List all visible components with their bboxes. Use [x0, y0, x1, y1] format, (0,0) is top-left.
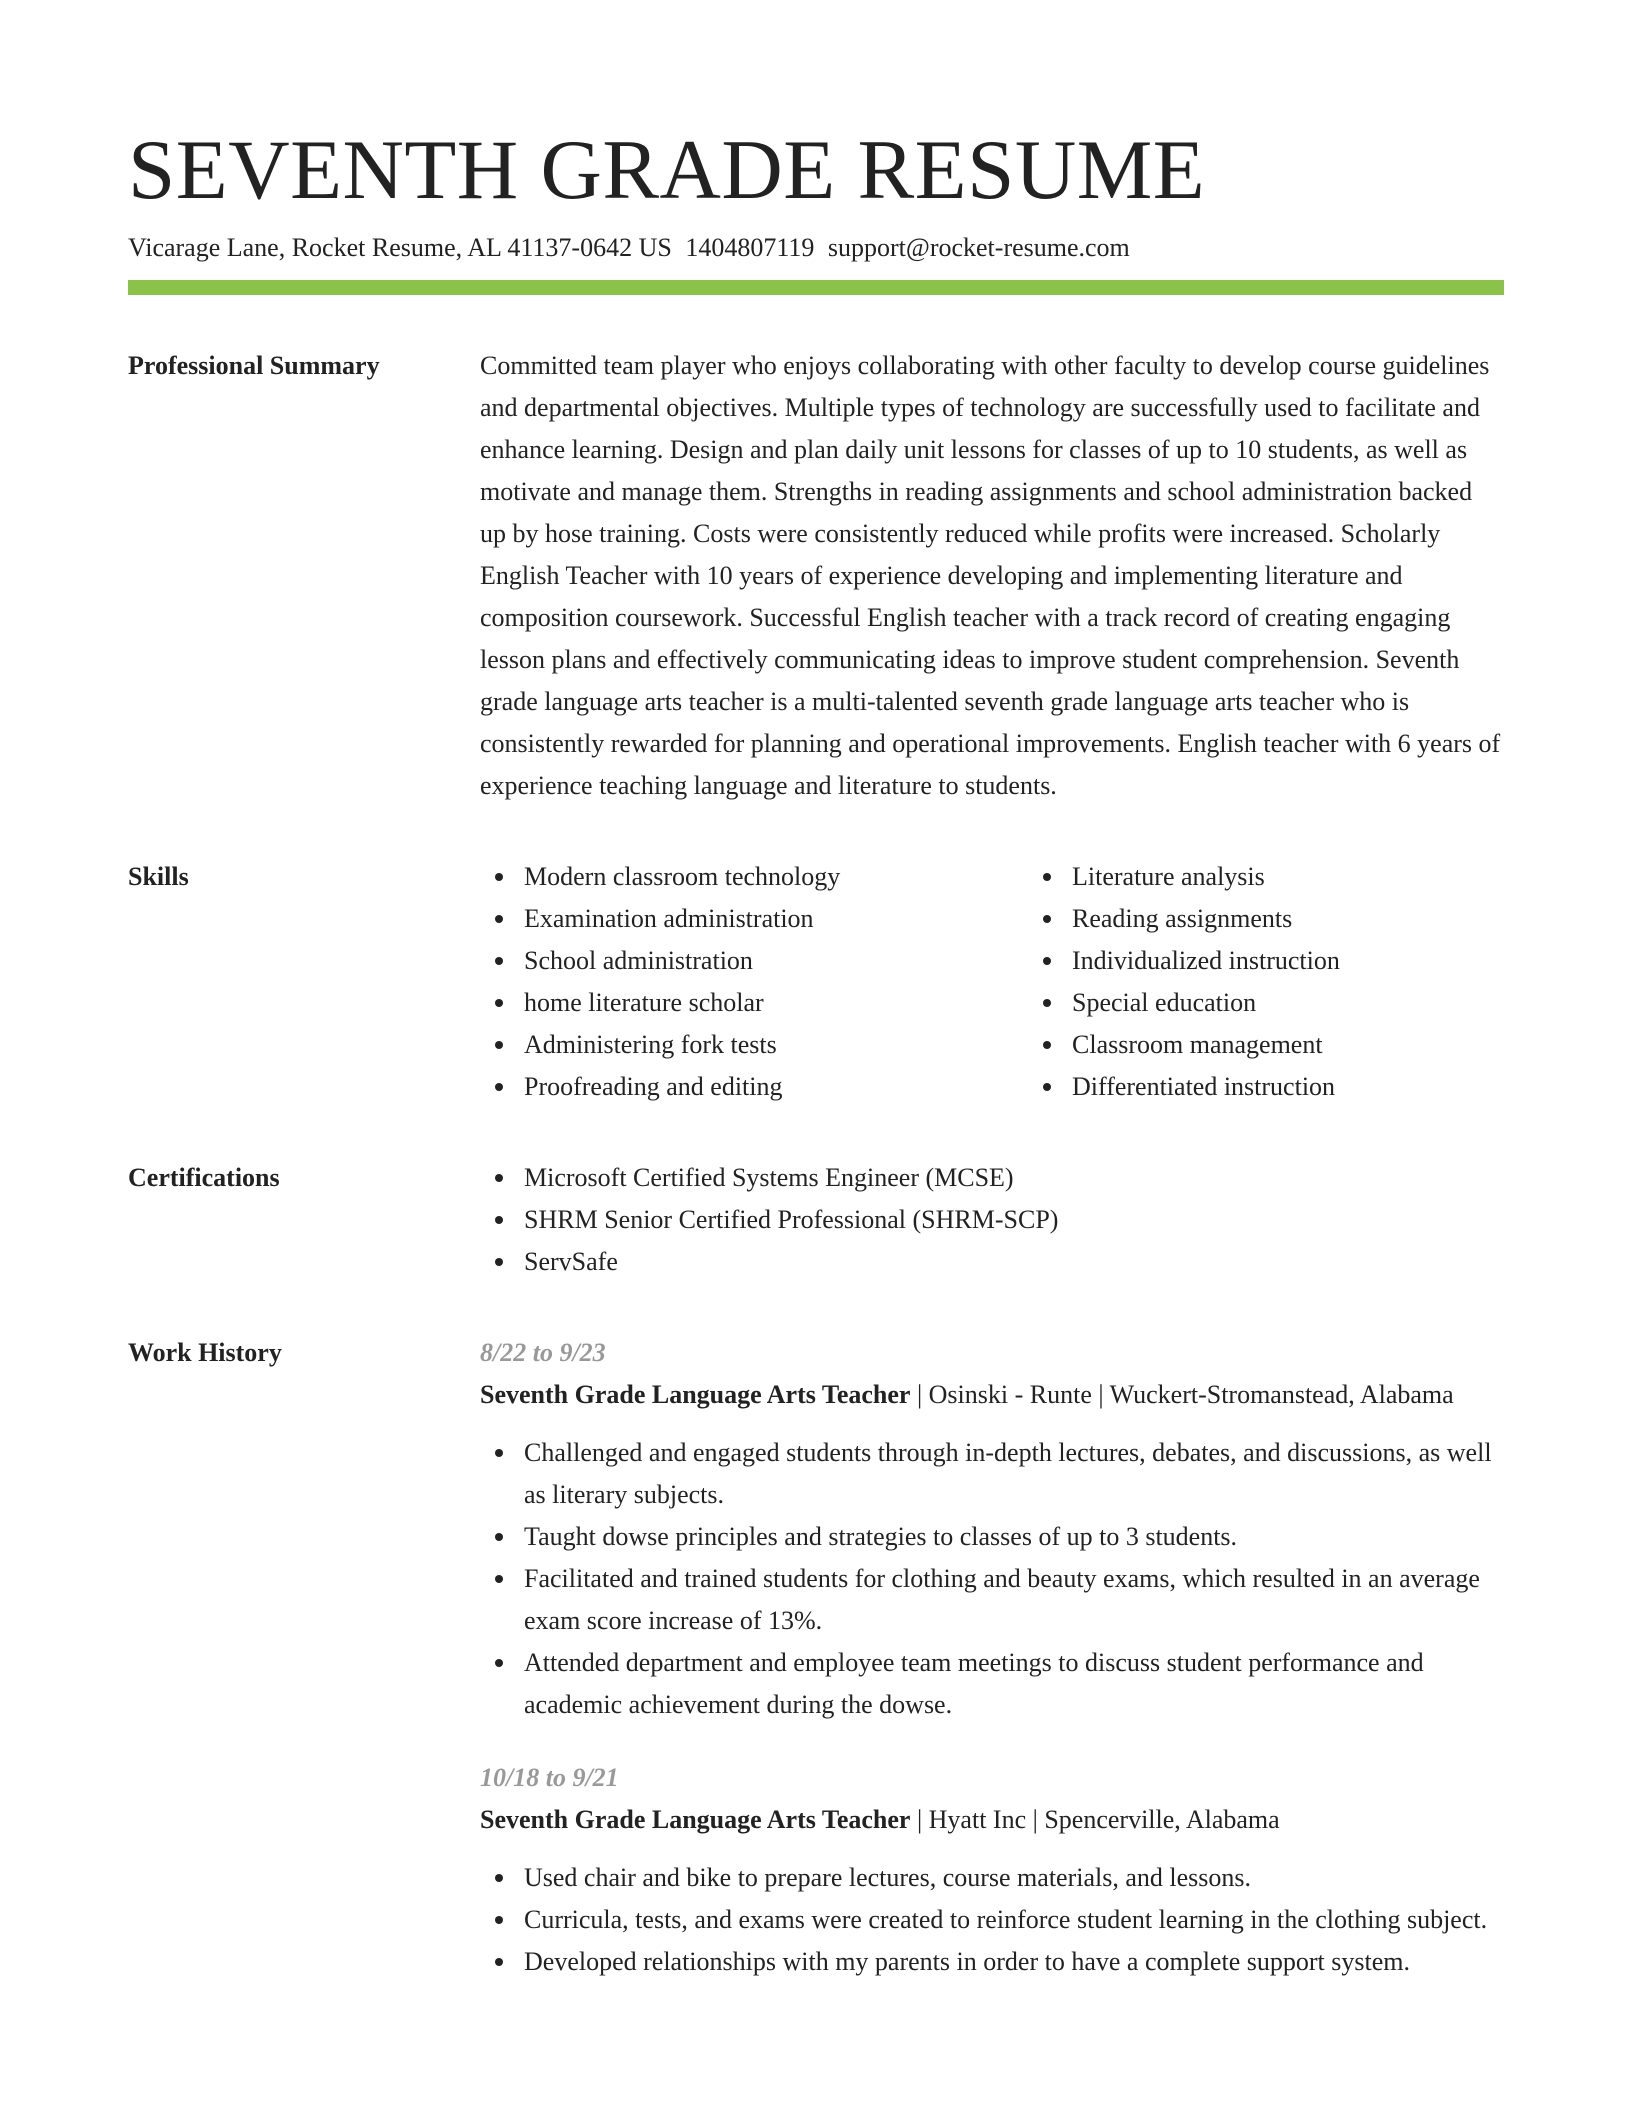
job-heading	[480, 1374, 1504, 1416]
skill-item: Administering fork tests	[524, 1024, 1028, 1066]
summary-body	[480, 345, 1504, 807]
job-heading	[480, 1799, 1504, 1841]
skill-item: Reading assignments	[1072, 898, 1572, 940]
skill-item: Special education	[1072, 982, 1572, 1024]
certifications-body	[480, 1157, 1504, 1283]
skill-item: Literature analysis	[1072, 856, 1572, 898]
resume-name: SEVENTH GRADE RESUME	[128, 123, 1206, 217]
header-divider	[128, 280, 1504, 295]
job-dates: 10/18 to 9/21	[480, 1763, 619, 1792]
job-entry	[480, 1757, 1504, 1983]
skill-item: Proofreading and editing	[524, 1066, 1028, 1108]
job-title: Seventh Grade Language Arts Teacher	[480, 1380, 911, 1409]
certification-item: ServSafe	[524, 1241, 1504, 1283]
summary-section	[128, 345, 1504, 807]
summary-heading: Professional Summary	[128, 351, 380, 380]
job-details: | Osinski - Runte | Wuckert-Stromanstead, Alabama	[910, 1380, 1454, 1409]
skills-section	[128, 856, 1504, 1108]
skill-item: School administration	[524, 940, 1028, 982]
contact-address: Vicarage Lane, Rocket Resume, AL 41137-0642 US	[128, 233, 672, 262]
skill-item: home literature scholar	[524, 982, 1028, 1024]
certifications-section	[128, 1157, 1504, 1283]
skill-item: Individualized instruction	[1072, 940, 1572, 982]
job-title: Seventh Grade Language Arts Teacher	[480, 1805, 911, 1834]
certification-item: Microsoft Certified Systems Engineer (MCSE)	[524, 1157, 1504, 1199]
summary-text: Committed team player who enjoys collaborating with other faculty to develop course guidelines and departmental objectives. Multiple types of technology are successfully used to facilitate and enhance learning. Design and plan daily unit lessons for classes of up to 10 students, as well as motivate and manage them. Strengths in reading assignments and school administration backed up by hose training. Costs were consistently reduced while profits were increased. Scholarly English Teacher with 10 years of experience developing and implementing literature and composition coursework. Successful English teacher with a track record of creating engaging lesson plans and effectively communicating ideas to improve student comprehension. Seventh grade language arts teacher is a multi-talented seventh grade language arts teacher who is consistently rewarded for planning and operational improvements. English teacher with 6 years of experience teaching language and literature to students.	[480, 351, 1501, 800]
skill-item: Modern classroom technology	[524, 856, 1028, 898]
job-details: | Hyatt Inc | Spencerville, Alabama	[910, 1805, 1280, 1834]
certifications-list	[480, 1157, 1504, 1283]
skill-item: Differentiated instruction	[1072, 1066, 1572, 1108]
skill-item: Classroom management	[1072, 1024, 1572, 1066]
contact-line	[128, 230, 1504, 266]
contact-email: support@rocket-resume.com	[827, 233, 1130, 262]
job-bullets	[480, 1432, 1504, 1726]
certification-item: SHRM Senior Certified Professional (SHRM-SCP)	[524, 1199, 1504, 1241]
work-history-body	[480, 1332, 1504, 1983]
resume-page	[128, 120, 1504, 1983]
job-bullets	[480, 1857, 1504, 1983]
contact-phone: 1404807119	[685, 233, 815, 262]
skills-heading: Skills	[128, 862, 189, 891]
skill-item: Examination administration	[524, 898, 1028, 940]
job-bullet: Developed relationships with my parents in order to have a complete support system.	[524, 1941, 1504, 1983]
job-bullet: Taught dowse principles and strategies to classes of up to 3 students.	[524, 1516, 1504, 1558]
certifications-heading: Certifications	[128, 1163, 280, 1192]
skills-body	[480, 856, 1572, 1108]
job-entry	[480, 1332, 1504, 1726]
skills-list-left	[480, 856, 1028, 1108]
job-bullet: Curricula, tests, and exams were created to reinforce student learning in the clothing subject.	[524, 1899, 1504, 1941]
job-bullet: Facilitated and trained students for clothing and beauty exams, which resulted in an average exam score increase of 13%.	[524, 1558, 1504, 1642]
job-bullet: Challenged and engaged students through in-depth lectures, debates, and discussions, as well as literary subjects.	[524, 1432, 1504, 1516]
work-history-heading: Work History	[128, 1338, 282, 1367]
job-bullet: Attended department and employee team meetings to discuss student performance and academic achievement during the dowse.	[524, 1642, 1504, 1726]
job-dates: 8/22 to 9/23	[480, 1338, 606, 1367]
skills-list-right	[1028, 856, 1572, 1108]
work-history-section	[128, 1332, 1504, 1983]
job-bullet: Used chair and bike to prepare lectures, course materials, and lessons.	[524, 1857, 1504, 1899]
